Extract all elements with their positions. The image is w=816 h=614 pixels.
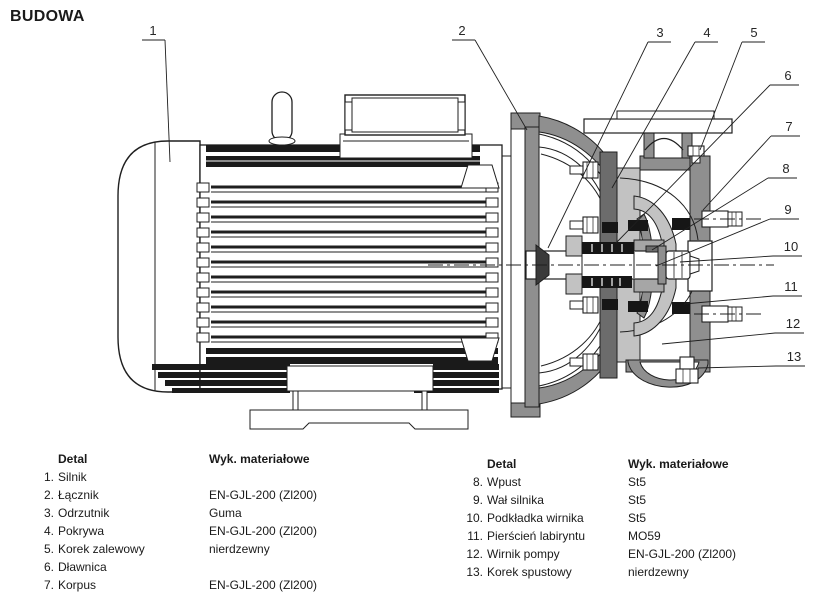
table-row xyxy=(28,504,317,522)
motor-silnik xyxy=(118,92,511,429)
part-material: EN-GJL-200 (Zl200) xyxy=(209,578,318,592)
table-row xyxy=(28,576,317,594)
part-name: Podkładka wirnika xyxy=(487,511,584,525)
table-row xyxy=(455,527,736,545)
callout-8 xyxy=(652,161,797,250)
table-row xyxy=(455,491,736,509)
table-row xyxy=(28,558,317,576)
table-row xyxy=(455,563,736,581)
part-number: 1. xyxy=(43,470,54,484)
part-number: 5. xyxy=(43,542,54,556)
part-number: 3. xyxy=(43,506,54,520)
callout-label-12: 12 xyxy=(785,316,801,331)
end-bracket-bottom xyxy=(461,338,499,361)
table-row xyxy=(28,486,317,504)
part-number: 7. xyxy=(43,578,54,592)
part-material: nierdzewny xyxy=(209,542,270,556)
part-name: Łącznik xyxy=(58,488,99,502)
end-bracket-top xyxy=(461,165,499,188)
part-number: 2. xyxy=(43,488,54,502)
parts-table-left-header xyxy=(28,450,317,468)
motor-flange-plate xyxy=(511,129,525,403)
callout-label-3: 3 xyxy=(656,25,664,40)
column-header-detail: Detal xyxy=(58,452,88,466)
part-number: 8. xyxy=(472,475,483,489)
callout-label-7: 7 xyxy=(785,119,793,134)
part-name: Korek zalewowy xyxy=(58,542,145,556)
part-name: Wał silnika xyxy=(487,493,544,507)
callout-label-4: 4 xyxy=(703,25,711,40)
part-number: 13. xyxy=(466,565,483,579)
parts-table-left xyxy=(28,450,317,594)
fan-cover xyxy=(118,141,200,392)
lifting-eye xyxy=(269,92,295,145)
part-material: Guma xyxy=(209,506,242,520)
part-material: nierdzewny xyxy=(628,565,689,579)
part-name: Wirnik pompy xyxy=(487,547,560,561)
part-name: Korek spustowy xyxy=(487,565,572,579)
table-row xyxy=(455,545,736,563)
part-material: EN-GJL-200 (Zl200) xyxy=(209,488,318,502)
callout-label-8: 8 xyxy=(782,161,790,176)
table-row xyxy=(28,540,317,558)
callout-label-2: 2 xyxy=(458,23,466,38)
part-name: Pokrywa xyxy=(58,524,105,538)
table-row xyxy=(28,468,317,486)
parts-table-right-header xyxy=(455,455,736,473)
callout-label-5: 5 xyxy=(750,25,758,40)
part-name: Odrzutnik xyxy=(58,506,110,520)
column-header-material: Wyk. materiałowe xyxy=(628,457,729,471)
part-name: Pierścień labiryntu xyxy=(487,529,586,543)
callout-13 xyxy=(698,349,805,368)
part-number: 10. xyxy=(466,511,483,525)
parts-table-right xyxy=(455,455,736,581)
callout-label-9: 9 xyxy=(784,202,792,217)
part-name: Silnik xyxy=(58,470,87,484)
base-plate xyxy=(250,410,468,429)
part-number: 11. xyxy=(467,529,483,543)
part-name: Dławnica xyxy=(58,560,107,574)
column-header-detail: Detal xyxy=(487,457,517,471)
page-title: BUDOWA xyxy=(10,8,85,25)
part-number: 9. xyxy=(472,493,483,507)
part-material: EN-GJL-200 (Zl200) xyxy=(628,547,737,561)
table-row xyxy=(455,509,736,527)
callout-label-6: 6 xyxy=(784,68,792,83)
callout-label-10: 10 xyxy=(783,239,799,254)
terminal-box xyxy=(340,95,472,158)
table-row xyxy=(455,473,736,491)
part-material: St5 xyxy=(628,493,647,507)
part-number: 6. xyxy=(43,560,54,574)
callout-label-13: 13 xyxy=(786,349,802,364)
callout-label-11: 11 xyxy=(784,279,798,294)
part-material: St5 xyxy=(628,511,647,525)
part-number: 4. xyxy=(43,524,54,538)
part-name: Korpus xyxy=(58,578,97,592)
table-row xyxy=(28,522,317,540)
motor-feet xyxy=(152,364,499,429)
part-material: MO59 xyxy=(628,529,661,543)
callout-label-1: 1 xyxy=(149,23,157,38)
part-name: Wpust xyxy=(487,475,522,489)
part-material: St5 xyxy=(628,475,647,489)
column-header-material: Wyk. materiałowe xyxy=(209,452,310,466)
part-material: EN-GJL-200 (Zl200) xyxy=(209,524,318,538)
part-number: 12. xyxy=(466,547,483,561)
